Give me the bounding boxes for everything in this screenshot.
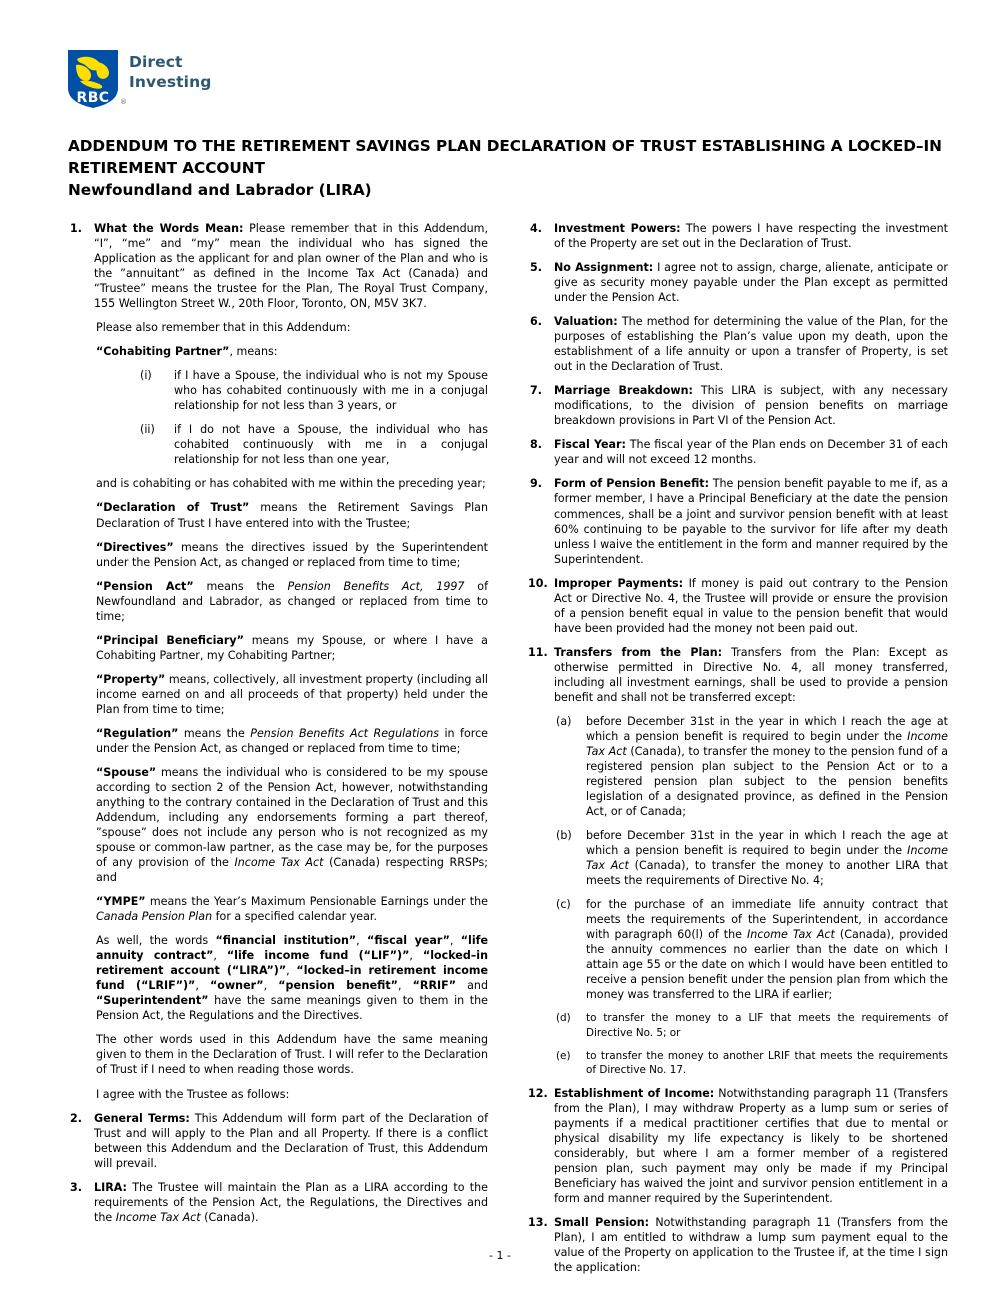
document-title: ADDENDUM TO THE RETIREMENT SAVINGS PLAN DECLARATION OF TRUST ESTABLISHING A LOCKED–IN RETIREMENT ACCOUNT	[68, 137, 942, 177]
clause-text: The method for determining the value of the Plan, for the purposes of establishing the Plan’s value upon my death, upon the establishment of a life annuity or upon a transfer of Property, is set out in the Declaration of Trust.	[554, 315, 948, 374]
clause-body	[94, 221, 488, 311]
clause-text: The powers I have respecting the investment of the Property are set out in the Declaration of Trust.	[554, 222, 948, 251]
sub-item-text	[586, 714, 948, 819]
definition-term: “Regulation”	[96, 726, 179, 740]
definition-regulation	[68, 726, 488, 756]
sub-item-statute-name: Income Tax Act	[586, 844, 948, 873]
clause-body	[554, 437, 948, 467]
definition-text: means the	[178, 726, 251, 740]
brand-header	[68, 50, 211, 108]
sub-item-d	[528, 1011, 948, 1039]
clause-heading: Fiscal Year:	[554, 438, 626, 452]
wordmark-line-1: Direct	[129, 53, 183, 71]
clause-heading: No Assignment:	[554, 261, 654, 275]
definition-statute-name: Income Tax Act	[234, 856, 324, 870]
clause-number: 3.	[70, 1180, 82, 1194]
definition-term: “Principal Beneficiary”	[96, 633, 244, 647]
defined-term-9: “Superintendent”	[96, 994, 209, 1008]
clause-number: 7.	[530, 384, 542, 398]
definition-principal-beneficiary	[68, 633, 488, 663]
sub-item-text: if I do not have a Spouse, the individual who has cohabited continuously with me in a conjugal relationship for not less than one year,	[174, 423, 488, 467]
sub-item-statute-name: Income Tax Act	[747, 928, 835, 942]
clause-2-general-terms	[68, 1111, 488, 1171]
clause-body	[554, 260, 948, 305]
clause-body	[554, 383, 948, 428]
clause-3-lira	[68, 1180, 488, 1225]
clause-11-transfers-from-the-plan	[528, 645, 948, 705]
clause-body	[554, 1215, 948, 1275]
definition-text: means the individual who is considered to be my spouse according to section 2 of the Pension Act, however, notwithstanding anything to the contrary contained in the Declaration of Trust and this Addendum, including any endorsements forming a part thereof, ”spouse” does not include any person who is not recognized as my spouse or common-law partner, as the case may be, for the purposes of any provision of the	[96, 765, 488, 870]
clause-statute-name: Income Tax Act	[115, 1210, 201, 1224]
sub-item-marker: (c)	[556, 898, 571, 912]
sub-item-marker: (i)	[140, 369, 152, 383]
definition-term: “YMPE”	[96, 895, 146, 909]
definition-text: means, collectively, all investment property (including all income earned on and all proceeds of that property) held under the Plan from time to time;	[96, 672, 488, 716]
clause-text: Please remember that in this Addendum, “I”, “me” and “my” mean the individual who has signed the Application as the applicant for and plan owner of the Plan and who is the ”annuitant” as defined in the Income Tax Act (Canada) and “Trustee” means the trustee for the Plan, The Royal Trust Company, 155 Wellington Street W., 20th Floor, Toronto, ON, M5V 3K7.	[94, 222, 488, 311]
clause-4-investment-powers	[528, 221, 948, 251]
sub-item-statute-name: Income Tax Act	[586, 729, 948, 758]
clause-text: The fiscal year of the Plan ends on December 31 of each year and will not exceed 12 months.	[554, 438, 948, 467]
rbc-shield-icon	[68, 50, 127, 108]
wordmark-line-2: Investing	[129, 73, 212, 92]
clause-text: Notwithstanding paragraph 11 (Transfers from the Plan), I am entitled to withdraw a lump sum payment equal to the value of the Property on application to the Trustee if, at the time I sign the application:	[554, 1216, 948, 1275]
sub-item-b	[528, 828, 948, 888]
definition-term: “Pension Act”	[96, 579, 194, 593]
clause-text: This LIRA is subject, with any necessary modifications, to the division of pension benefits on marriage breakdown provisions in Part VI of the Pension Act.	[554, 384, 948, 428]
sub-item-roman-i	[68, 368, 488, 413]
defined-term-3: “life income fund (“LIF”)”	[226, 949, 410, 963]
definition-directives	[68, 540, 488, 570]
definition-term: “Cohabiting Partner”	[96, 345, 230, 359]
as-well-tail: have the same meanings given to them in the Pension Act, the Regulations and the Directives.	[96, 994, 488, 1023]
clause-1-what-the-words-mean	[68, 221, 488, 311]
definition-term: “Property”	[96, 672, 166, 686]
sub-item-marker: (ii)	[140, 423, 155, 437]
agreement-line: I agree with the Trustee as follows:	[96, 1087, 290, 1101]
definition-term: “Declaration of Trust”	[96, 501, 250, 515]
clause-number: 12.	[528, 1086, 548, 1100]
clause-8-fiscal-year	[528, 437, 948, 467]
definition-text: means the directives issued by the Superintendent under the Pension Act, as changed or replaced from time to time;	[96, 540, 488, 569]
sub-item-text: to transfer the money to another LRIF that meets the requirements of Directive No. 17.	[586, 1049, 948, 1076]
definition-ympe	[68, 894, 488, 924]
clause-body	[554, 576, 948, 636]
definition-statute-name: Pension Benefits Act, 1997	[287, 579, 465, 593]
page-number-footer: - 1 -	[489, 1249, 511, 1262]
definition-spouse	[68, 765, 488, 885]
clause-heading: Small Pension:	[554, 1216, 650, 1230]
definition-declaration-of-trust	[68, 500, 488, 530]
clause-text: The pension benefit payable to me if, as a former member, I have a Principal Beneficiary at the date the pension commences, shall be a joint and survivor pension benefit with at least 60% continuing to be payable to the survivor for life after my death unless I waive the entitlement in the form and manner required by the Superintendent.	[554, 477, 948, 566]
sub-item-text-part1: before December 31st in the year in which I reach the age at which a pension benefit is required to begin under the	[586, 829, 948, 858]
clause-body	[554, 1086, 948, 1206]
clause-heading: What the Words Mean:	[94, 222, 244, 235]
sub-item-text	[586, 897, 948, 1002]
sub-item-text: to transfer the money to a LIF that meets the requirements of Directive No. 5; or	[586, 1012, 948, 1039]
definition-text-end: of Newfoundland and Labrador, as changed or replaced from time to time;	[96, 579, 488, 623]
clause-heading: Marriage Breakdown:	[554, 384, 693, 398]
definition-pension-act	[68, 579, 488, 624]
sub-item-a	[528, 714, 948, 819]
definition-text: means the Year’s Maximum Pensionable Earnings under the	[145, 895, 488, 909]
sub-item-text-part1: before December 31st in the year in which I reach the age at which a pension benefit is required to begin under the	[586, 714, 948, 743]
clause-number: 13.	[528, 1216, 548, 1230]
clause-text: Notwithstanding paragraph 11 (Transfers from the Plan), I may withdraw Property as a lump sum or series of payments if a medical practitioner certifies that due to mental or physical disability my life expectancy is likely to be shortened considerably, but where I am a former member of a registered pension plan, such payment may only be made if my Principal Beneficiary has waived the joint and survivor pension entitlement in a form and manner required by the Superintendent.	[554, 1086, 948, 1206]
definition-cohabiting-partner	[68, 344, 488, 359]
definition-text: means my Spouse, or where I have a Cohabiting Partner, my Cohabiting Partner;	[96, 633, 488, 662]
direct-investing-wordmark	[129, 50, 211, 93]
clause-heading: Valuation:	[554, 315, 618, 329]
as-well-defined-terms-paragraph: As well, the words “financial institution”, “fiscal year”, “life annuity contract”, “life income fund (“LIF”)”, “locked–in retirement account (“LIRA”)”, “locked–in retirement income fund (“LRIF”)”, “owner”, “pension benefit”, “RRIF” and “Superintendent” have the same meanings given to them in the Pension Act, the Regulations and the Directives.	[96, 934, 489, 1023]
clause-7-marriage-breakdown	[528, 383, 948, 428]
sub-item-text-part2: (Canada), to transfer the money to another LIRA that meets the requirements of Directive No. 4;	[586, 859, 948, 888]
clause-13-small-pension	[528, 1215, 948, 1275]
clause-6-valuation	[528, 314, 948, 374]
sub-item-text: if I have a Spouse, the individual who is not my Spouse who has cohabited continuously with me in a conjugal relationship for not less than 3 years, or	[174, 369, 488, 413]
defined-term-1: “fiscal year”	[367, 934, 450, 948]
clause-5-no-assignment	[528, 260, 948, 305]
clause-number: 9.	[530, 477, 542, 491]
sub-item-text	[586, 828, 948, 888]
definition-text-end: for a specified calendar year.	[212, 910, 377, 924]
defined-term-7: “pension benefit”	[278, 979, 398, 993]
sub-item-marker: (b)	[556, 829, 572, 843]
clause-heading: General Terms:	[94, 1111, 190, 1125]
clause-number: 11.	[528, 645, 548, 659]
definition-property	[68, 672, 488, 717]
definition-term: “Spouse”	[96, 765, 157, 779]
defined-term-6: “owner”	[210, 979, 264, 993]
clause-body	[554, 645, 948, 705]
sub-item-text-part2: (Canada), to transfer the money to the pension fund of a registered pension plan subject to the Pension Act or to a registered pension plan subject to the pension benefits legislation of a designated province, as defined in the Pension Act, or of Canada;	[586, 744, 948, 819]
clause-heading: Investment Powers:	[554, 222, 681, 235]
clause-heading: LIRA:	[94, 1180, 127, 1194]
clause-text: The Trustee will maintain the Plan as a LIRA according to the requirements of the Pension Act, the Regulations, the Directives and the	[94, 1180, 488, 1224]
definition-text: means the Retirement Savings Plan Declaration of Trust I have entered into with the Trustee;	[96, 501, 488, 530]
sub-item-text-part2: (Canada), provided the annuity commences no earlier than the date on which I attain age 55 or the date on which I would have been entitled to receive a pension benefit under the pension plan from which the money was transferred to the LIRA if earlier;	[586, 928, 948, 1002]
clause-heading: Transfers from the Plan:	[554, 645, 723, 659]
clause-number: 10.	[528, 576, 548, 590]
clause-number: 1.	[70, 222, 82, 235]
sub-item-marker: (e)	[556, 1049, 571, 1062]
defined-term-0: “financial institution”	[215, 934, 357, 948]
sub-item-e	[528, 1049, 948, 1077]
clause-text: If money is paid out contrary to the Pension Act or Directive No. 4, the Trustee will provide or ensure the provision of a pension benefit equal in value to the pension benefit that would have been provided had the money not been paid out.	[554, 576, 948, 635]
sub-item-marker: (d)	[556, 1012, 571, 1025]
clause-text-end: (Canada).	[200, 1210, 259, 1224]
right-column	[528, 221, 948, 1284]
clause-heading: Form of Pension Benefit:	[554, 477, 710, 491]
sub-item-roman-ii	[68, 422, 488, 467]
definition-term: “Directives”	[96, 540, 174, 554]
clause-number: 6.	[530, 315, 542, 329]
svg-text:RBC: RBC	[76, 90, 110, 106]
clause-number: 8.	[530, 438, 542, 452]
definition-statute-name: Pension Benefits Act Regulations	[250, 726, 440, 740]
clause-body	[554, 476, 948, 566]
defined-term-4: “locked–in retirement account (“LIRA”)”	[96, 949, 489, 978]
registered-trademark-mark: ®	[120, 98, 127, 106]
definition-text: , means:	[229, 345, 278, 359]
definition-statute-name: Canada Pension Plan	[96, 910, 213, 924]
clause-number: 2.	[70, 1111, 82, 1125]
left-column	[68, 221, 488, 1284]
clause-text: This Addendum will form part of the Declaration of Trust and will apply to the Plan and all Property. If there is a conflict between this Addendum and the Declaration of Trust, this Addendum will prevail.	[94, 1111, 488, 1170]
document-subtitle: Newfoundland and Labrador (LIRA)	[68, 181, 372, 199]
sub-item-text-part1: for the purchase of an immediate life annuity contract that meets the requirements of the Superintendent, in accordance with paragraph 60(l) of the	[586, 898, 948, 942]
clause-body	[554, 314, 948, 374]
defined-term-2: “life annuity contract”	[96, 934, 488, 963]
clause-heading: Establishment of Income:	[554, 1086, 715, 1100]
clause-number: 4.	[530, 222, 542, 235]
defined-term-8: “RRIF”	[412, 979, 457, 993]
other-words-paragraph: The other words used in this Addendum have the same meaning given to them in the Declaration of Trust. I will refer to the Declaration of Trust if I need to when reading those words.	[96, 1033, 488, 1077]
sub-item-c	[528, 897, 948, 1002]
clause-body	[94, 1180, 488, 1225]
as-well-lead: As well, the words	[96, 934, 216, 948]
document-body	[68, 221, 948, 1284]
clause-body	[554, 221, 948, 251]
clause-9-form-of-pension-benefit	[528, 476, 948, 566]
clause-heading: Improper Payments:	[554, 576, 684, 590]
definition-text: means the	[193, 579, 288, 593]
sub-item-marker: (a)	[556, 714, 572, 728]
cohabiting-partner-closing-text: and is cohabiting or has cohabited with me within the preceding year;	[96, 477, 486, 491]
please-also-remember-line: Please also remember that in this Addendum:	[96, 321, 351, 335]
clause-text: I agree not to assign, charge, alienate, anticipate or give as security money payable under the Plan except as permitted under the Pension Act.	[554, 261, 948, 305]
clause-text: Transfers from the Plan: Except as otherwise permitted in Directive No. 4, all money transferred, including all investment earnings, shall be used to provide a pension benefit and shall not be transferred except:	[554, 645, 948, 704]
clause-body	[94, 1111, 488, 1171]
clause-10-improper-payments	[528, 576, 948, 636]
defined-term-5: “locked–in retirement income fund (“LRIF”)”	[96, 964, 488, 993]
clause-12-establishment-of-income	[528, 1086, 948, 1206]
definition-text-end: (Canada) respecting RRSPs; and	[96, 856, 488, 885]
definition-text-end: in force under the Pension Act, as changed or replaced from time to time;	[96, 726, 488, 755]
clause-number: 5.	[530, 261, 542, 275]
